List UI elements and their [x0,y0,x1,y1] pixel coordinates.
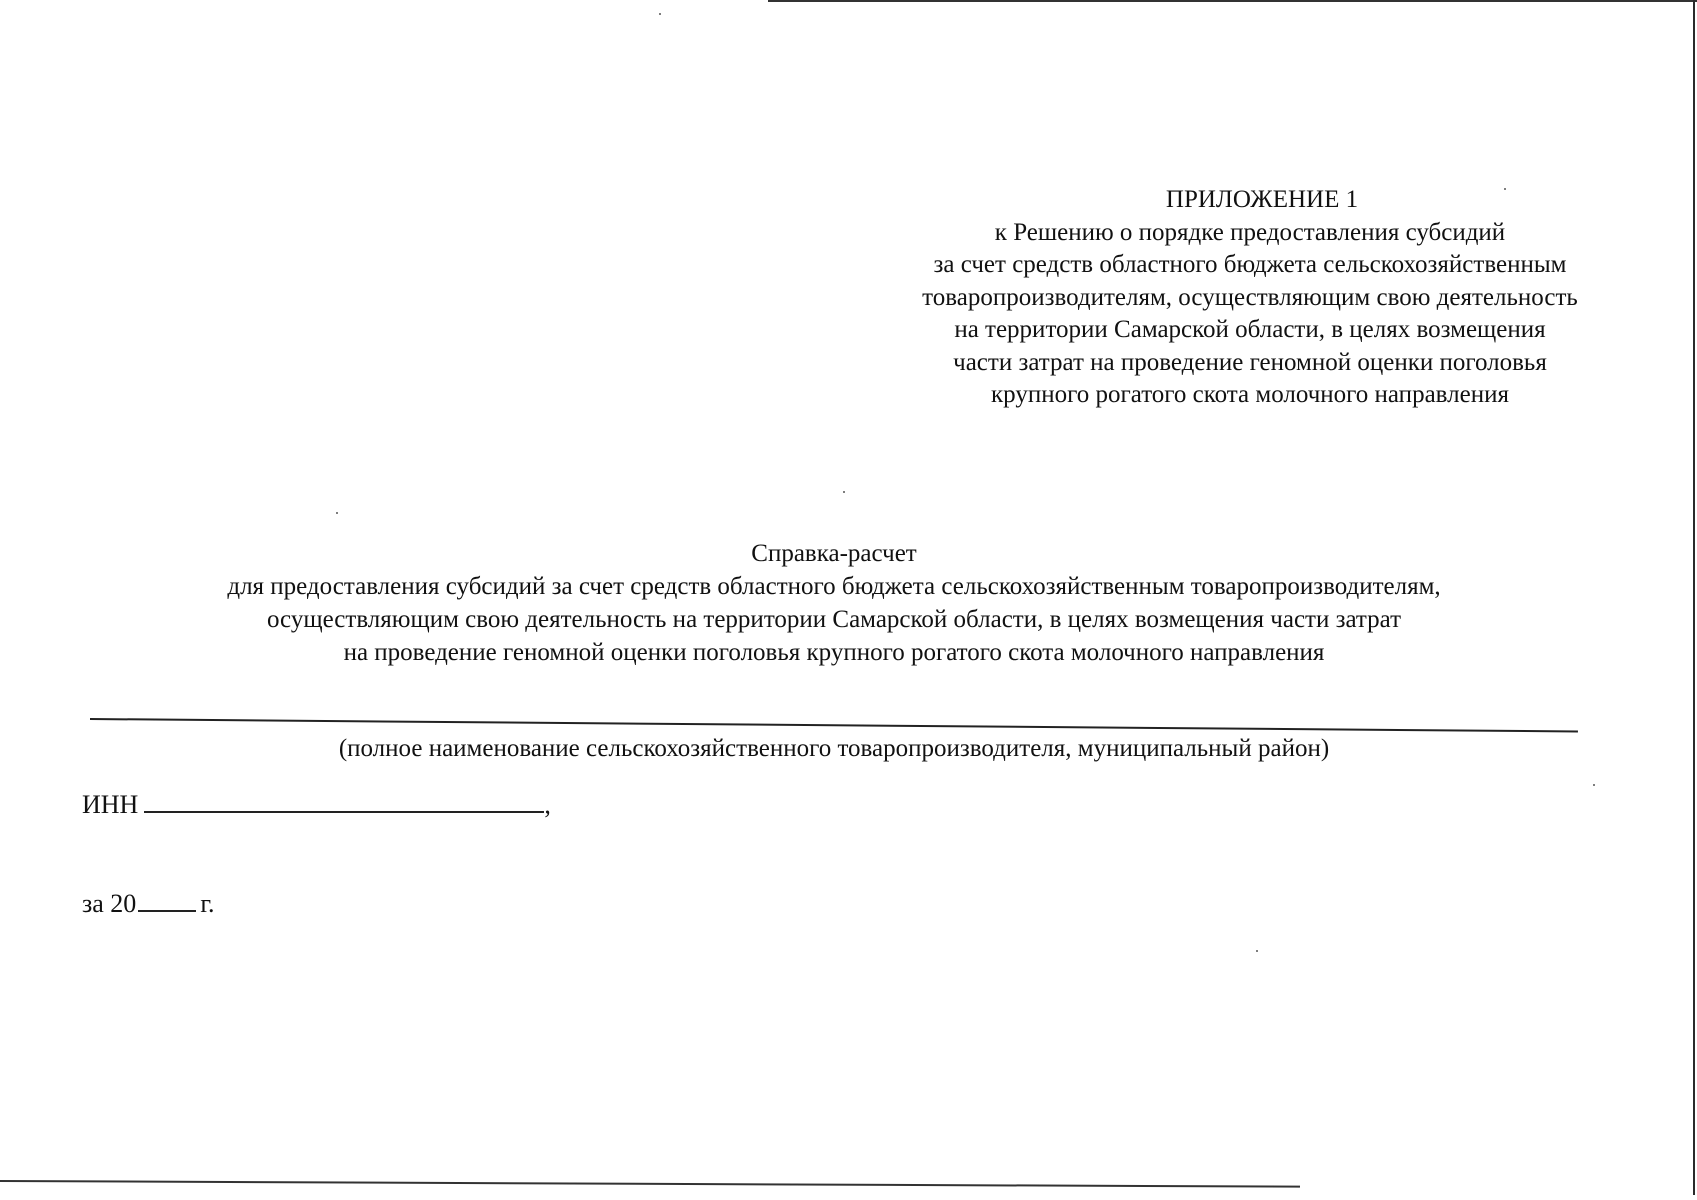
document-subtitle-line: для предоставления субсидий за счет средств областного бюджета сельскохозяйственным товаропроизводителям, [227,573,1441,600]
producer-name-blank-line [90,718,1578,732]
scan-edge-bottom [0,1180,1300,1188]
document-subtitle-line: осуществляющим свою деятельность на территории Самарской области, в целях возмещения части затрат [266,606,1402,633]
year-suffix: г. [200,889,215,918]
year-row [82,888,215,920]
scan-edge-right [1693,0,1695,1195]
appendix-line: на территории Самарской области, в целях возмещения [954,316,1546,343]
appendix-line: за счет средств областного бюджета сельскохозяйственным [933,251,1567,278]
producer-name-caption: (полное наименование сельскохозяйственного товаропроизводителя, муниципальный район) [338,735,1330,762]
scan-edge-top [768,0,1697,2]
document-subtitle-line: на проведение геномной оценки поголовья крупного рогатого скота молочного направления [343,639,1325,666]
appendix-line: товаропроизводителям, осуществляющим свою деятельность [922,283,1578,311]
document-title: Справка-расчет [751,540,917,567]
inn-label: ИНН [82,790,139,819]
appendix-block [860,184,1640,412]
year-blank-line [138,888,196,912]
inn-row [82,787,551,821]
appendix-line: к Решению о порядке предоставления субсидий [994,218,1506,246]
year-prefix: за 20 [82,889,137,918]
inn-suffix: , [544,790,551,819]
scan-speck [336,512,338,514]
appendix-line: крупного рогатого скота молочного направления [991,381,1509,408]
appendix-title: ПРИЛОЖЕНИЕ 1 [1165,186,1359,213]
inn-blank-line [144,787,544,813]
scan-speck [659,13,661,15]
appendix-line: части затрат на проведение геномной оценки поголовья [953,348,1547,376]
scan-speck [1593,784,1595,786]
scan-speck [843,491,845,493]
document-title-block [90,537,1578,669]
scan-speck [1256,950,1258,952]
